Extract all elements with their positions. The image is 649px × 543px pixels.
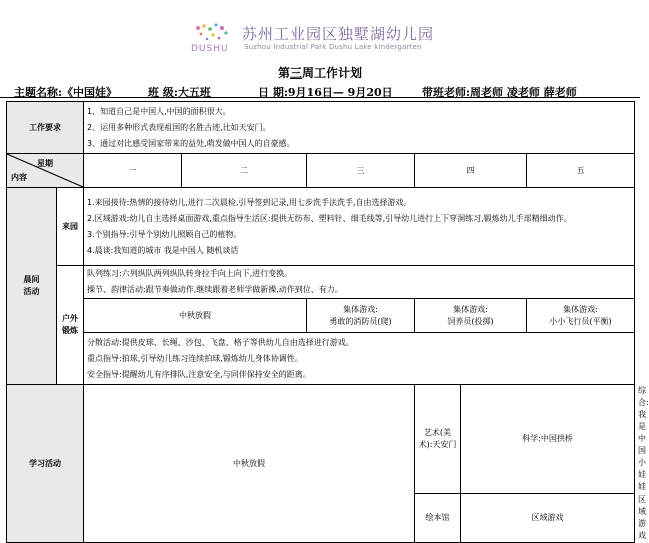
date-range: 日 期:9月16日— 9月20日 (258, 86, 393, 99)
weekday-header-row (7, 154, 635, 188)
corner-weekday-label: 星期 (37, 159, 53, 168)
outdoor-drill-line: 队列练习:六列纵队两列纵队转身拉手向上向下,进行变换。 (87, 269, 293, 278)
outdoor-drill-content (84, 266, 635, 299)
outdoor-notes-content (84, 333, 635, 385)
learning-holiday-cell: 中秋放假 (84, 385, 415, 543)
page-title (0, 64, 640, 81)
group-game-name: 小小飞行员(平衡) (549, 316, 612, 326)
arrival-item: 1.来园接待:热情的接待幼儿,进行二次晨检,引导签到记录,用七步洗手法洗手,自由选择游戏。 (87, 197, 412, 207)
outdoor-note: 重点指导:拍球,引导幼儿练习连续拍球,锻炼幼儿身体协调性。 (87, 353, 303, 363)
learning-activity-label: 学习活动 (7, 385, 84, 543)
group-game-fri (527, 299, 635, 333)
outdoor-notes-row (7, 333, 635, 385)
learning-wed-activity: 艺术(美术):天安门 (415, 385, 461, 494)
morning-activity-label: 晨间 活动 (7, 188, 57, 385)
corner-content-label: 内容 (11, 173, 27, 182)
arrival-content (84, 188, 635, 266)
requirements-row (7, 102, 635, 154)
school-name-en: Suzhou Industrial Park Dushu Lake kindergarten (244, 43, 422, 51)
learning-wed-area: 绘本馆 (415, 494, 461, 543)
requirement-item: 2、运用多种形式表现祖国的名胜古迹,比如天安门。 (87, 122, 271, 132)
day-header-thu: 四 (415, 154, 527, 188)
arrival-item: 4.晨谈:我知道的城市 我是中国人 随机谈话 (87, 245, 239, 255)
group-game-wed (307, 299, 415, 333)
group-game-name: 勇敢的消防员(爬) (329, 316, 392, 326)
requirements-content (84, 102, 635, 154)
outdoor-drill-row (7, 266, 635, 299)
school-logo (188, 20, 458, 60)
school-name-cn: 苏州工业园区独墅湖幼儿园 (242, 25, 435, 43)
outdoor-exercise-label: 户外 锻炼 (57, 266, 84, 385)
group-game-thu (415, 299, 527, 333)
title-prefix: 第 (277, 66, 290, 80)
group-game-title: 集体游戏: (343, 304, 378, 314)
arrival-item: 3.个别指导:引导个别幼儿照顾自己的植物。 (87, 229, 242, 239)
arrival-row (7, 188, 635, 266)
outdoor-note: 安全指导:提醒幼儿有序排队,注意安全,与同伴保持安全的距离。 (87, 369, 311, 379)
title-suffix: 周工作计划 (302, 66, 363, 80)
weekly-plan-table (6, 101, 649, 543)
class-name: 班 级:大五班 (148, 86, 211, 99)
requirement-item: 3、通过对比感受国家带来的益处,萌发做中国人的自豪感。 (87, 138, 295, 148)
day-header-mon: 一 (84, 154, 182, 188)
topic-name: 主题名称:《中国娃》 (14, 86, 118, 99)
requirement-item: 1、知道自己是中国人,中国的面积很大。 (87, 106, 231, 116)
day-header-tue: 二 (182, 154, 307, 188)
learning-row-2: 绘本馆 区域游戏 区域游戏 (7, 494, 635, 543)
week-number: 三 (289, 66, 302, 80)
weekday-corner-cell (7, 154, 84, 188)
outdoor-drill-line: 操节、韵律活动:跟节奏做动作,继续跟着老师学做新操,动作到位、有力。 (87, 285, 343, 294)
header-divider (0, 97, 640, 98)
learning-thu-area: 区域游戏 (461, 494, 635, 543)
arrival-item: 2.区域游戏:幼儿自主选择桌面游戏,重点指导生活区:提供无纺布、塑料针、细毛线等,引导幼儿进行上下穿洞练习,锻炼幼儿手部精细动作。 (87, 213, 572, 223)
group-game-title: 集体游戏: (453, 304, 488, 314)
day-header-wed: 三 (307, 154, 415, 188)
outdoor-games-row (7, 299, 635, 333)
group-game-name: 饲养员(投掷) (447, 316, 494, 326)
teachers: 带班老师:周老师 凌老师 薛老师 (422, 86, 577, 99)
group-game-title: 集体游戏: (563, 304, 598, 314)
arrival-label: 来园 (57, 188, 84, 266)
day-header-fri: 五 (527, 154, 635, 188)
learning-row-1: 学习活动 中秋放假 艺术(美术):天安门 科学:中国拱桥 综合:我是中国小娃娃 (7, 385, 635, 494)
learning-thu-activity: 科学:中国拱桥 (461, 385, 635, 494)
outdoor-holiday-cell: 中秋放假 (84, 299, 307, 333)
logo-latin-text: DUSHU (191, 44, 229, 54)
outdoor-note: 分散活动:提供皮球、长绳、沙包、飞盘、格子等供幼儿自由选择进行游戏。 (87, 337, 354, 347)
requirements-label: 工作要求 (7, 102, 84, 154)
